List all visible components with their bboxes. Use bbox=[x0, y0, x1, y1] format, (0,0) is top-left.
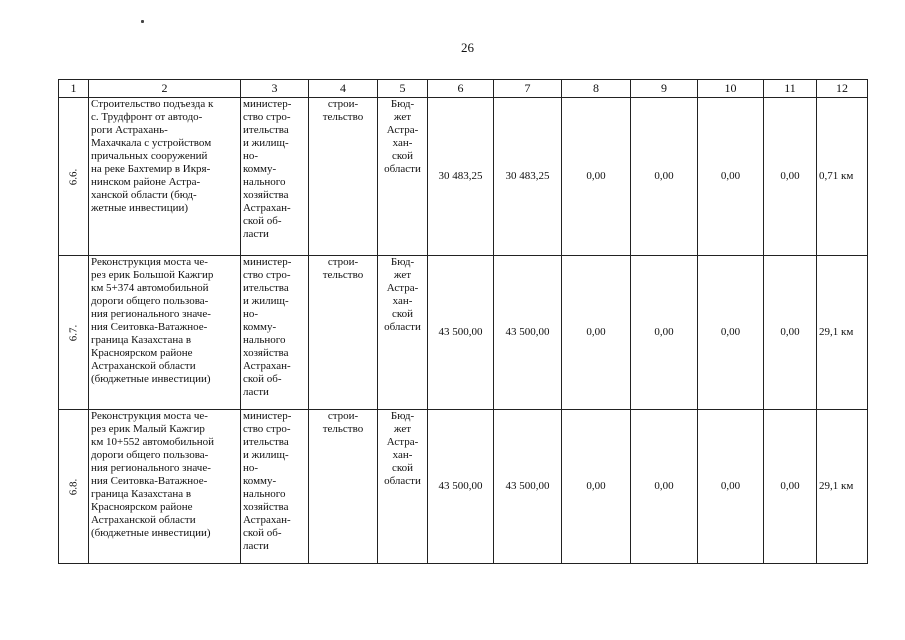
col-header: 9 bbox=[631, 80, 698, 98]
col-header: 3 bbox=[241, 80, 309, 98]
work-type: строи- тельство bbox=[309, 256, 378, 410]
investment-table bbox=[58, 79, 868, 564]
object-name: Строительство подъезда к с. Трудфронт от автодо- роги Астрахань- Махачкала с устройством причальных сооружений на реке Бахтемир в Икря- нинском районе Астра- ханской области (бюд- жетные инвестиции) bbox=[89, 98, 241, 256]
col9-value: 0,00 bbox=[631, 256, 698, 410]
col-header: 6 bbox=[428, 80, 494, 98]
col7-value: 30 483,25 bbox=[494, 98, 562, 256]
col-header: 12 bbox=[817, 80, 868, 98]
page-number: 26 bbox=[461, 40, 474, 55]
col11-value: 0,00 bbox=[764, 256, 817, 410]
row-index: 6.6. bbox=[67, 168, 79, 185]
funding-source: Бюд- жет Астра- хан- ской области bbox=[378, 410, 428, 564]
row-index-cell bbox=[59, 410, 89, 564]
table-row bbox=[59, 98, 868, 256]
col-header: 1 bbox=[59, 80, 89, 98]
col-header: 8 bbox=[562, 80, 631, 98]
executor: министер- ство стро- ительства и жилищ- но- комму- нального хозяйства Астрахан- ской об- ласти bbox=[241, 98, 309, 256]
col7-value: 43 500,00 bbox=[494, 256, 562, 410]
col-header: 5 bbox=[378, 80, 428, 98]
executor: министер- ство стро- ительства и жилищ- но- комму- нального хозяйства Астрахан- ской об- ласти bbox=[241, 410, 309, 564]
row-index-cell bbox=[59, 98, 89, 256]
col-header: 10 bbox=[698, 80, 764, 98]
header-row bbox=[59, 80, 868, 98]
col11-value: 0,00 bbox=[764, 410, 817, 564]
col11-value: 0,00 bbox=[764, 98, 817, 256]
col12-value: 29,1 км bbox=[817, 256, 868, 410]
col7-value: 43 500,00 bbox=[494, 410, 562, 564]
col12-value: 29,1 км bbox=[817, 410, 868, 564]
col-header: 11 bbox=[764, 80, 817, 98]
col8-value: 0,00 bbox=[562, 256, 631, 410]
funding-source: Бюд- жет Астра- хан- ской области bbox=[378, 256, 428, 410]
col10-value: 0,00 bbox=[698, 256, 764, 410]
object-name: Реконструкция моста че- рез ерик Малый Кажгир км 10+552 автомобильной дороги общего пользова- ния регионального значе- ния Сеитовка-Ватажное- граница Казахстана в Красноярском районе Астраханской области (бюджетные инвестиции) bbox=[89, 410, 241, 564]
col8-value: 0,00 bbox=[562, 410, 631, 564]
executor: министер- ство стро- ительства и жилищ- но- комму- нального хозяйства Астрахан- ской об- ласти bbox=[241, 256, 309, 410]
col-header: 4 bbox=[309, 80, 378, 98]
col10-value: 0,00 bbox=[698, 410, 764, 564]
row-index: 6.7. bbox=[67, 324, 79, 341]
work-type: строи- тельство bbox=[309, 98, 378, 256]
funding-source: Бюд- жет Астра- хан- ской области bbox=[378, 98, 428, 256]
col8-value: 0,00 bbox=[562, 98, 631, 256]
table-row bbox=[59, 410, 868, 564]
scan-speck bbox=[141, 20, 144, 23]
row-index: 6.8. bbox=[67, 478, 79, 495]
col12-value: 0,71 км bbox=[817, 98, 868, 256]
col6-value: 30 483,25 bbox=[428, 98, 494, 256]
row-index-cell bbox=[59, 256, 89, 410]
table-row bbox=[59, 256, 868, 410]
col10-value: 0,00 bbox=[698, 98, 764, 256]
col-header: 7 bbox=[494, 80, 562, 98]
work-type: строи- тельство bbox=[309, 410, 378, 564]
col9-value: 0,00 bbox=[631, 98, 698, 256]
col-header: 2 bbox=[89, 80, 241, 98]
object-name: Реконструкция моста че- рез ерик Большой Кажгир км 5+374 автомобильной дороги общего пользова- ния регионального значе- ния Сеитовка-Ватажное- граница Казахстана в Красноярском районе Астраханской области (бюджетные инвестиции) bbox=[89, 256, 241, 410]
col6-value: 43 500,00 bbox=[428, 256, 494, 410]
col9-value: 0,00 bbox=[631, 410, 698, 564]
col6-value: 43 500,00 bbox=[428, 410, 494, 564]
